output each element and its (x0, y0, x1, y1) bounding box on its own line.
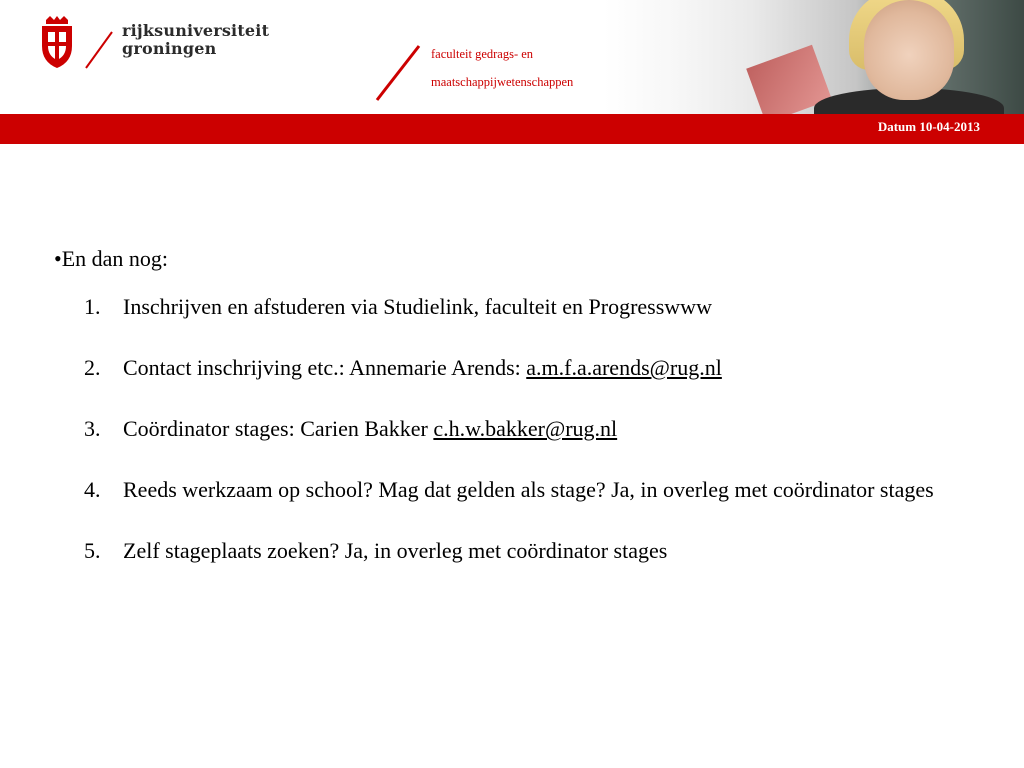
red-date-bar (0, 114, 1024, 144)
email-link-arends[interactable]: a.m.f.a.arends@rug.nl (526, 355, 722, 380)
faculty-line2: maatschappijwetenschappen (431, 75, 574, 89)
list-item (54, 414, 984, 444)
list-number: 2. (84, 355, 101, 380)
list-text: Zelf stageplaats zoeken? Ja, in overleg met coördinator stages (123, 538, 668, 563)
university-logo-text (122, 22, 269, 58)
faculty-slash-icon (374, 44, 422, 102)
student-face-image (864, 0, 954, 100)
list-text: Reeds werkzaam op school? Mag dat gelden als stage? Ja, in overleg met coördinator stages (123, 477, 934, 502)
slide-date: Datum 10-04-2013 (877, 119, 980, 134)
list-text-with-link (123, 353, 984, 383)
slide-header (0, 0, 1024, 114)
list-number: 1. (84, 294, 101, 319)
list-item (54, 475, 984, 505)
email-link-bakker[interactable]: c.h.w.bakker@rug.nl (433, 416, 618, 441)
bullet-heading: •En dan nog: (54, 246, 169, 271)
list-number: 5. (84, 538, 101, 563)
list-number: 4. (84, 477, 101, 502)
list-item (54, 353, 984, 383)
numbered-list (54, 292, 984, 566)
list-text: Inschrijven en afstuderen via Studielink, faculteit en Progresswww (123, 294, 712, 319)
list-text: Coördinator stages: Carien Bakker (123, 416, 434, 441)
logo-slash-icon (84, 30, 114, 70)
faculty-line1: faculteit gedrags- en (431, 47, 534, 61)
faculty-name (431, 40, 573, 96)
logo-text-line1: rijksuniversiteit (122, 21, 270, 40)
university-crest-icon (40, 16, 74, 68)
list-item (54, 536, 984, 566)
list-number: 3. (84, 416, 101, 441)
header-photo (604, 0, 1024, 114)
logo-text-line2: groningen (122, 39, 217, 58)
list-text-with-link (123, 414, 984, 444)
list-text: Contact inschrijving etc.: Annemarie Arends: (123, 355, 527, 380)
list-item (54, 292, 984, 322)
slide-content (54, 244, 984, 597)
